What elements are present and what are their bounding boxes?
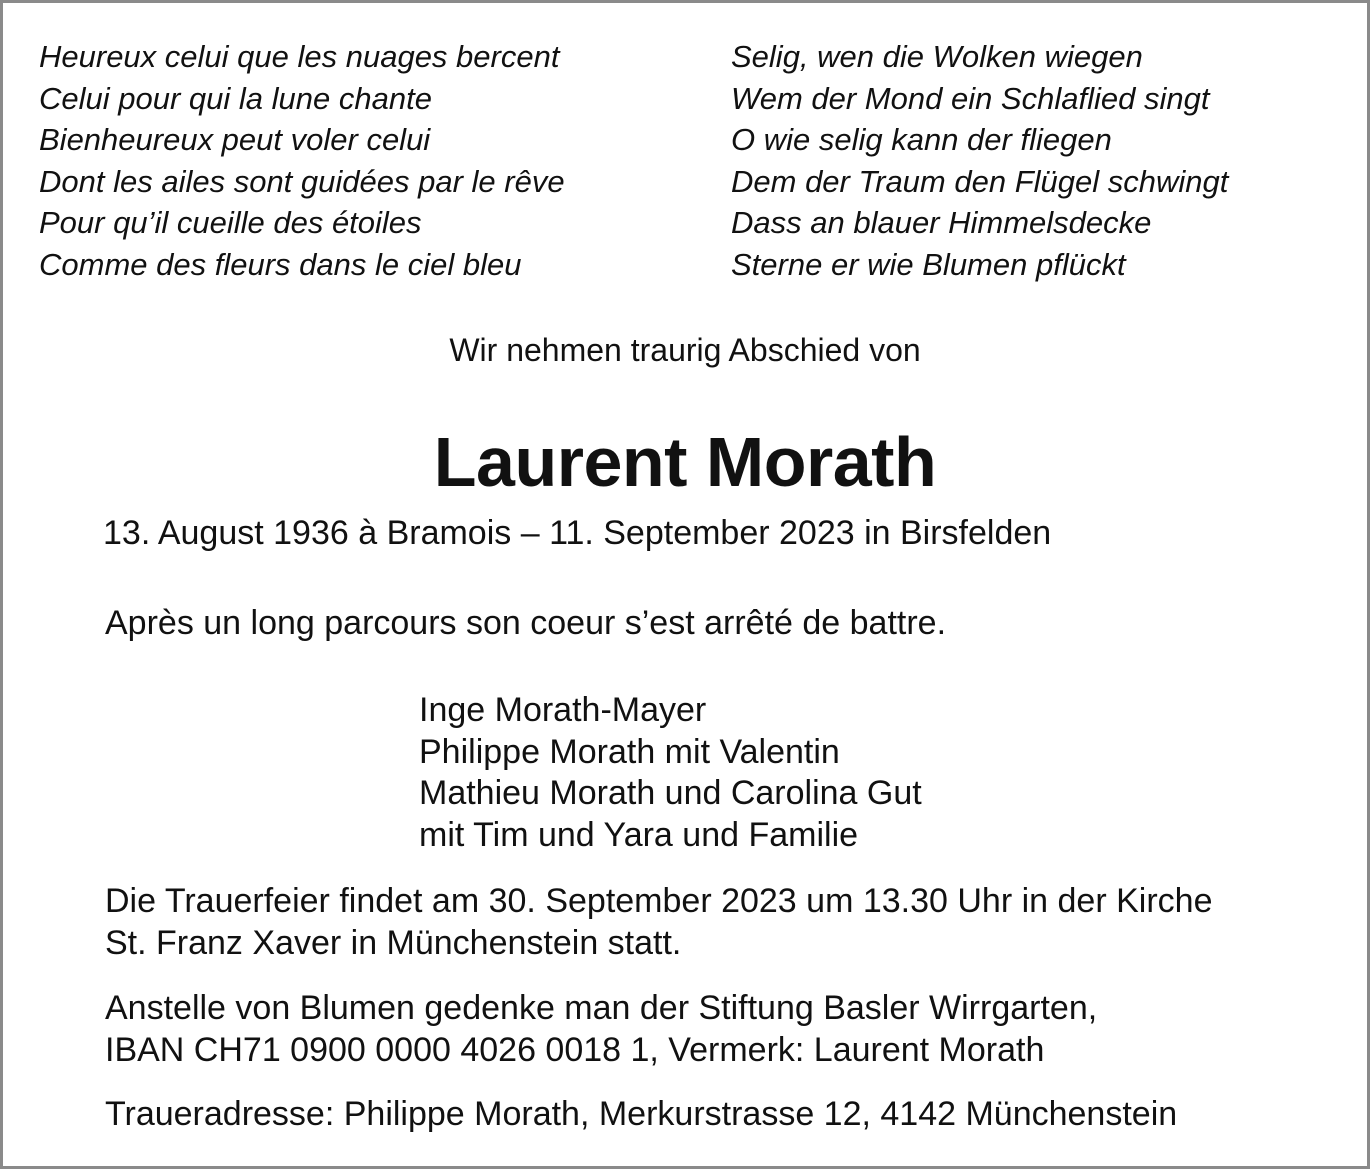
- mourner-line: Mathieu Morath und Carolina Gut: [419, 774, 922, 812]
- donation-info: [105, 987, 1097, 1071]
- poem-line: Pour qu’il cueille des étoiles: [39, 205, 422, 241]
- poem-line: Selig, wen die Wolken wiegen: [731, 39, 1143, 74]
- mourner-line: Philippe Morath mit Valentin: [419, 732, 840, 771]
- mourners-list: [419, 690, 922, 856]
- life-dates: 13. August 1936 à Bramois – 11. September 2023 in Birsfelden: [103, 514, 1052, 552]
- poem-german: [731, 36, 1228, 286]
- poem-line: Dass an blauer Himmelsdecke: [731, 205, 1152, 241]
- intro-text: Wir nehmen traurig Abschied von: [449, 332, 921, 368]
- ceremony-line: St. Franz Xaver in Münchenstein statt.: [105, 924, 682, 962]
- mourning-address: Traueradresse: Philippe Morath, Merkurstrasse 12, 4142 Münchenstein: [105, 1095, 1178, 1133]
- passage-text: Après un long parcours son coeur s’est arrêté de battre.: [105, 604, 947, 642]
- poem-line: Dont les ailes sont guidées par le rêve: [39, 163, 565, 199]
- poem-line: Dem der Traum den Flügel schwingt: [731, 163, 1229, 199]
- ceremony-line: Die Trauerfeier findet am 30. September 2023 um 13.30 Uhr in der Kirche: [105, 882, 1213, 920]
- poem-line: Bienheureux peut voler celui: [39, 122, 431, 158]
- ceremony-info: [105, 880, 1212, 964]
- poem-line: Heureux celui que les nuages bercent: [39, 39, 560, 74]
- mourner-line: Inge Morath-Mayer: [419, 691, 707, 729]
- donation-line: IBAN CH71 0900 0000 4026 0018 1, Vermerk: Laurent Morath: [105, 1031, 1045, 1069]
- poem-line: Celui pour qui la lune chante: [39, 80, 432, 116]
- poem-french: [39, 36, 565, 286]
- poem-line: Sterne er wie Blumen pflückt: [731, 246, 1126, 282]
- mourner-line: mit Tim und Yara und Familie: [419, 815, 859, 854]
- poem-line: Wem der Mond ein Schlaflied singt: [731, 80, 1210, 116]
- poem-line: Comme des fleurs dans le ciel bleu: [39, 246, 522, 282]
- deceased-name: Laurent Morath: [433, 423, 937, 501]
- donation-line: Anstelle von Blumen gedenke man der Stiftung Basler Wirrgarten,: [105, 989, 1098, 1027]
- poem-line: O wie selig kann der fliegen: [731, 122, 1112, 158]
